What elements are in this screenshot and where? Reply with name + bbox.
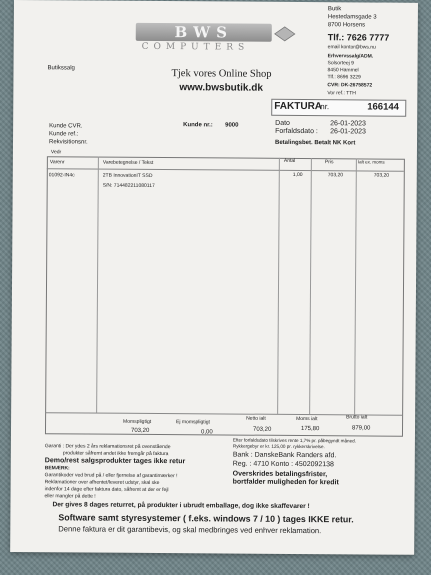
total-value-ej-momspligtigt: 0,00 [200,429,213,436]
bemaerk-label: BEMÆRK: [44,465,70,472]
requisition-label: Rekvisitionsnr. [48,139,88,146]
company-email: email kontor@bws.nu [327,44,376,51]
demo-notice: Demo/rest salgsprodukter tages ikke retur [44,457,186,466]
total-label-netto: Netto ialt [246,415,266,422]
company-name: Butik [327,6,342,13]
invoice-label: FAKTURA [274,100,323,113]
row-text: 2TB InnovationIT SSD [102,172,153,179]
customer-nr-label: Kunde nr.: [183,122,213,129]
total-value-moms: 175,80 [300,426,320,433]
slogan: Tjek vores Online Shop [171,68,272,80]
website: www.bwsbutik.dk [179,82,263,94]
total-label-moms: Moms ialt [296,415,318,423]
company-cvr: CVR: DK-26758572 [327,82,373,89]
row-pris: 703,20 [327,172,344,179]
bank-info: Bank : DanskeBank Randers afd. [232,451,337,460]
store-label: Butikssalg [47,65,75,72]
overskrid-text-1: Overskrides betalingsfrister, [232,470,328,479]
date-value: 26-01-2023 [330,120,366,128]
logo-sub-text: COMPUTERS [141,41,250,53]
rente-text-2: Rykkergebyr er kr. 125,00 pr. rykkerskrivelse. [232,443,325,450]
note-3: indenfor 14 dage efter faktura dato, såfremt at der er fejl [44,486,169,494]
header-varebetegnelse: Varebetegnelse / Tekst [102,159,154,166]
company-city: 8700 Horsens [327,22,366,29]
note-1: Garantikoder ved brud på / eller fjernelse af garantimærker ! [44,472,178,480]
note-2: Reklamationer over afhentet/leveret udstyr, skal ske [44,479,160,487]
company-dept: Erhvervssalg/ADM. [327,53,374,60]
total-label-brutto: Brutto ialt [346,414,368,421]
rente-text-1: Efter forfaldsdato tilskrives rente 1,7% pr. påbegyndt måned. [232,437,357,444]
company-dept-address: Solsorteej 9 [327,60,354,67]
invoice-nr: 166144 [367,101,400,113]
garantibevis-text: Denne faktura er dit garantibevis, og skal medbringes ved enhver reklamation. [58,524,322,536]
payment-terms: Betalingsbet. Betalt NK Kort [274,139,356,147]
row-varenr: 01092-IN4c [48,172,75,179]
company-address: Hestedamsgade 3 [327,14,377,21]
row-antal: 1,00 [292,171,303,179]
company-phone: Tlf.: 7626 7777 [327,32,390,43]
date-label: Dato [275,119,290,127]
vedr-label: Vedr [50,149,62,156]
software-text: Software samt styresystemer ( f.eks. windows 7 / 10 ) tages IKKE retur. [58,512,354,525]
customer-ref-label: Kunde ref.: [49,131,79,138]
due-date-value: 26-01-2023 [330,128,366,136]
note-4: eller mangler på dette ! [44,493,96,500]
company-dept-phone: Tlf.: 8696 3229 [327,74,361,81]
total-value-netto: 703,20 [252,426,272,433]
customer-nr: 9000 [225,122,239,129]
total-label-ej-momspligtigt: Ej momspligtigt [176,419,210,426]
garanti-text-2: produkter såfremt andet ikke fremgår på faktura [62,450,169,458]
returret-text: Der gives 8 dages returret, på produkter i ubrudt emballage, dog ikke skaffevarer ! [52,501,310,511]
garanti-text: Garanti : Der ydes 2 års reklamationsret på ovenstående [44,443,171,451]
header-ialt: Ialt ex. moms [357,159,385,165]
header-varenr: Varenr [49,159,65,166]
row-ialt: 703,20 [373,172,390,179]
invoice-paper [10,0,418,555]
header-antal: Antal [283,157,296,164]
total-value-momspligtigt: 703,20 [130,427,150,434]
logo-main-text: BWS [136,23,272,42]
invoice-nr-label: nr. [320,102,330,112]
reg-konto-info: Reg. : 4710 Konto : 4502092138 [232,460,334,469]
total-value-brutto: 879,00 [351,425,371,432]
bws-logo [136,23,306,54]
logo-diamond-icon [274,26,296,42]
company-dept-city: 8450 Hammel [327,67,359,74]
total-label-momspligtigt: Momspligtigt [123,418,152,425]
items-table [45,156,405,436]
due-date-label: Forfaldsdato : [275,127,318,136]
customer-cvr-label: Kunde CVR. [49,123,83,130]
company-vor-ref: Vor ref.: TTH [327,90,356,97]
header-pris: Pris [324,159,334,166]
row-serial: S/N: 714482211080117 [102,182,155,189]
overskrid-text-2: bortfalder muligheden for kredit [232,478,339,487]
